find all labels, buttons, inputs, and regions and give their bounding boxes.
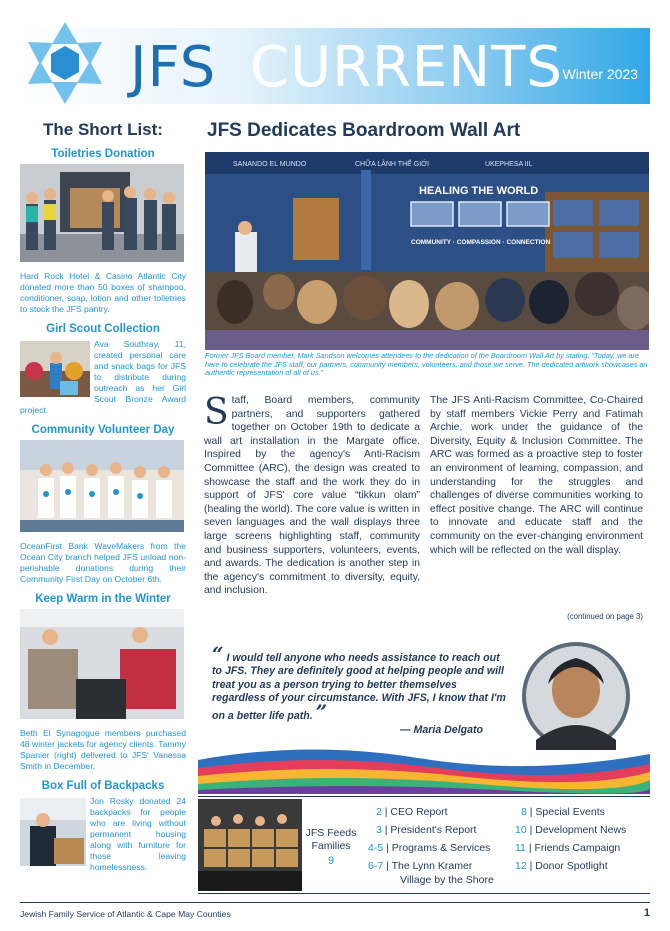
open-quote-icon: “ <box>212 642 224 666</box>
index-item-village-cont: Village by the Shore <box>400 874 494 886</box>
pull-quote-author: — Maria Delgato <box>400 724 484 736</box>
article-title: JFS Dedicates Boardroom Wall Art <box>207 120 521 141</box>
article-column-2 <box>430 394 643 557</box>
masthead-title-currents: CURRENTS <box>250 35 563 100</box>
index-item-village[interactable]: 6-7 | The Lynn Kramer <box>368 860 473 872</box>
index-num: 4-5 <box>368 842 384 854</box>
keep-warm-photo <box>20 609 184 719</box>
feeds-families-label: JFS Feeds Families <box>305 827 357 852</box>
article-column-1 <box>204 394 420 598</box>
index-label: Programs & Services <box>391 842 491 854</box>
index-item-events[interactable]: 8 | Special Events <box>521 806 605 818</box>
hero-caption: Former JFS Board member, Mark Sandson welcomes attendees to the dedication of the Boardroom Wall Art by stating, “Today, we are here to celebrate the JFS staff, our partners, community members, volunteers, and those we serve. The dedicated artwork showcases an authentic representation of all of us.” <box>205 351 648 378</box>
footer-organization: Jewish Family Service of Atlantic & Cape May Counties <box>20 909 231 919</box>
sidebar-heading-keep-warm: Keep Warm in the Winter <box>35 593 171 605</box>
hero-banner-3: UKEPHESA IIL <box>485 161 533 168</box>
sidebar-text-girl-scout: Ava Southray, 11, created personal care and snack bags for JFS to distribute during outreach as her Girl Scout Bronze Award project. <box>20 339 186 415</box>
sidebar-heading-volunteer-day: Community Volunteer Day <box>31 424 175 436</box>
masthead-title-jfs: JFS <box>130 35 217 100</box>
sidebar-text-toiletries: Hard Rock Hotel & Casino Atlantic City donated more than 50 boxes of shampoo, conditioner, soap, lotion and other toiletries to stock the JFS pantry. <box>20 271 186 314</box>
jfs-star-logo-icon <box>22 20 108 106</box>
index-label: Special Events <box>535 806 605 818</box>
sidebar-text-keep-warm: Beth El Synagogue members purchased 48 winter jackets for agency clients. Tammy Spanier (right) delivered to JFS' Vanessa Smith in December. <box>20 728 186 771</box>
hero-photo <box>205 152 649 350</box>
decorative-wave-art <box>198 740 650 794</box>
hero-banner-2: CHỮA LÀNH THẾ GIỚI <box>355 161 430 168</box>
article-column-1-text: taff, Board members, community partners, and supporters gathered together on October 19th to dedicate a wall art installation in the Margate office. Inspired by the agency's Anti-Racism Committee (ARC), the design was created to showcase the staff and the work they do in support of JFS' core value “tikkun olam” (healing the world). The core value is written in seven languages and the wall displays three large screens highlighting staff, community and business supporters, volunteers, events, and awards. The dedication is another step in the agency's commitment to diversity, equity, and inclusion. <box>204 395 420 597</box>
index-num: 11 <box>515 842 526 854</box>
index-num: 8 <box>521 806 527 818</box>
index-num: 12 <box>515 860 527 872</box>
index-item-friends[interactable]: 11 | Friends Campaign <box>515 842 621 854</box>
index-label: Donor Spotlight <box>535 860 608 872</box>
index-num: 10 <box>515 824 527 836</box>
article-column-2-text: The JFS Anti-Racism Committee, Co-Chaired by staff members Vickie Perry and Fatimah Archie, work under the guidance of the Diversity, Equity & Inclusion Committee. The ARC was formed as a proactive step to foster an environment of learning, compassion, and understanding for the struggles and challenges of diverse communities working to effect positive change. The ARC will continue to innovate and educate staff and the community on the ever-changing environment which will be reflected on the wall display. <box>430 395 643 556</box>
in-this-issue-box <box>198 796 650 894</box>
hero-banner-1: SANANDO EL MUNDO <box>233 161 307 168</box>
index-label: The Lynn Kramer <box>391 860 473 872</box>
close-quote-icon: ” <box>315 699 328 724</box>
index-item-donor[interactable]: 12 | Donor Spotlight <box>515 860 608 872</box>
sidebar-heading-toiletries: Toiletries Donation <box>51 148 155 160</box>
sidebar-text-volunteer-day: OceanFirst Bank WaveMakers from the Ocean City branch helped JFS unload non-perishable donations during their Community First Day on October 6th. <box>20 541 186 584</box>
index-item-programs[interactable]: 4-5 | Programs & Services <box>368 842 491 854</box>
index-label: Development News <box>535 824 627 836</box>
continued-note: (continued on page 3) <box>567 612 643 621</box>
index-label: Friends Campaign <box>534 842 621 854</box>
index-item-development[interactable]: 10 | Development News <box>515 824 627 836</box>
girl-scout-photo <box>20 341 90 397</box>
toiletries-donation-photo <box>20 164 184 262</box>
sidebar-heading-girl-scout: Girl Scout Collection <box>46 323 160 335</box>
sidebar-heading-backpacks: Box Full of Backpacks <box>41 780 165 792</box>
hero-sign-title: HEALING THE WORLD <box>419 185 539 197</box>
volunteer-day-photo <box>20 440 184 532</box>
page-footer <box>20 902 650 926</box>
index-item-president[interactable]: 3 | President's Report <box>376 824 477 836</box>
short-list-sidebar <box>20 120 186 873</box>
sidebar-title: The Short List: <box>43 120 163 139</box>
index-num: 2 <box>376 806 382 818</box>
page-number: 1 <box>643 907 650 919</box>
feeds-families-page: 9 <box>327 855 335 867</box>
index-label: President's Report <box>390 824 477 836</box>
dropcap-letter: S <box>204 392 229 433</box>
backpacks-photo <box>20 798 86 866</box>
pull-quote <box>212 642 512 724</box>
hero-sign-values: COMMUNITY · COMPASSION · CONNECTION <box>411 239 551 246</box>
pull-quote-text: I would tell anyone who needs assistance to reach out to JFS. They are definitely good at helping people and will treat you as a person trying to better themselves regardless of your circumstance. With JFS, I know that I'm on a better life path. <box>212 652 506 722</box>
issue-date: Winter 2023 <box>562 66 638 82</box>
index-item-ceo[interactable]: 2 | CEO Report <box>376 806 448 818</box>
sidebar-text-backpacks: Jon Rosky donated 24 backpacks for people who are living without permanent housing along with furniture for those leaving homelessness. <box>90 796 186 872</box>
feeds-families-photo <box>198 799 302 891</box>
index-label: CEO Report <box>390 806 448 818</box>
index-num: 3 <box>376 824 382 836</box>
maria-delgato-portrait <box>520 640 632 752</box>
index-num: 6-7 <box>368 860 384 872</box>
masthead <box>18 20 650 110</box>
